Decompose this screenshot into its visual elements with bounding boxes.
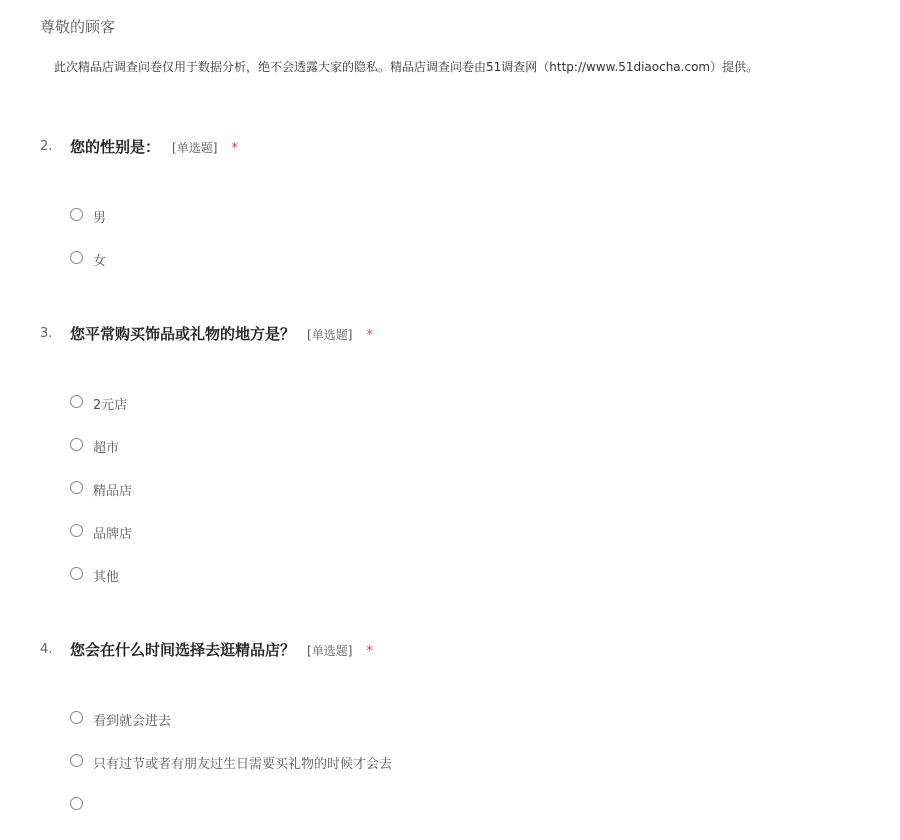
option-label[interactable]: 只有过节或者有朋友过生日需要买礼物的时候才会去 (93, 757, 393, 772)
question-title-text: 您平常购买饰品或礼物的地方是？ (70, 325, 296, 343)
question-title-text: 您的性别是： (70, 138, 161, 156)
question-type-label: [单选题] (307, 644, 353, 658)
option-label[interactable]: 男 (93, 211, 107, 226)
required-asterisk: * (366, 328, 373, 343)
option-label[interactable]: 超市 (93, 441, 120, 456)
radio-button[interactable] (70, 251, 83, 264)
question-type-label: [单选题] (307, 328, 353, 342)
radio-button[interactable] (70, 208, 83, 221)
option-label[interactable]: 2元店 (93, 398, 128, 413)
intro-text: 此次精品店调查问卷仅用于数据分析，绝不会透露大家的隐私。精品店调查问卷由51调查网（http://www.51diaocha.com）提供。 (54, 60, 759, 74)
question-header (0, 323, 900, 347)
question-title (70, 323, 373, 344)
question-title-text: 您会在什么时间选择去逛精品店？ (70, 641, 296, 659)
question-2 (0, 136, 900, 269)
required-asterisk: * (366, 644, 373, 659)
radio-button[interactable] (70, 438, 83, 451)
option-label[interactable]: 其他 (93, 570, 120, 585)
greeting-title: 尊敬的顾客 (40, 18, 116, 36)
question-title (70, 136, 238, 157)
radio-button[interactable] (70, 524, 83, 537)
radio-button[interactable] (70, 481, 83, 494)
radio-button[interactable] (70, 395, 83, 408)
question-number: 2. (40, 139, 53, 154)
question-number: 3. (40, 326, 53, 341)
required-asterisk: * (231, 141, 238, 156)
question-4 (0, 639, 900, 772)
question-number: 4. (40, 642, 53, 657)
question-header (0, 136, 900, 160)
option-label[interactable]: 看到就会进去 (93, 714, 172, 729)
question-type-label: [单选题] (172, 141, 218, 155)
radio-button[interactable] (70, 567, 83, 580)
option-label[interactable]: 精品店 (93, 484, 133, 499)
radio-button[interactable] (70, 711, 83, 724)
question-3 (0, 323, 900, 585)
radio-button[interactable] (70, 754, 83, 767)
question-title (70, 639, 373, 660)
option-label[interactable]: 品牌店 (93, 527, 133, 542)
question-header (0, 639, 900, 663)
option-label[interactable]: 女 (93, 254, 107, 269)
radio-button[interactable] (70, 797, 83, 810)
